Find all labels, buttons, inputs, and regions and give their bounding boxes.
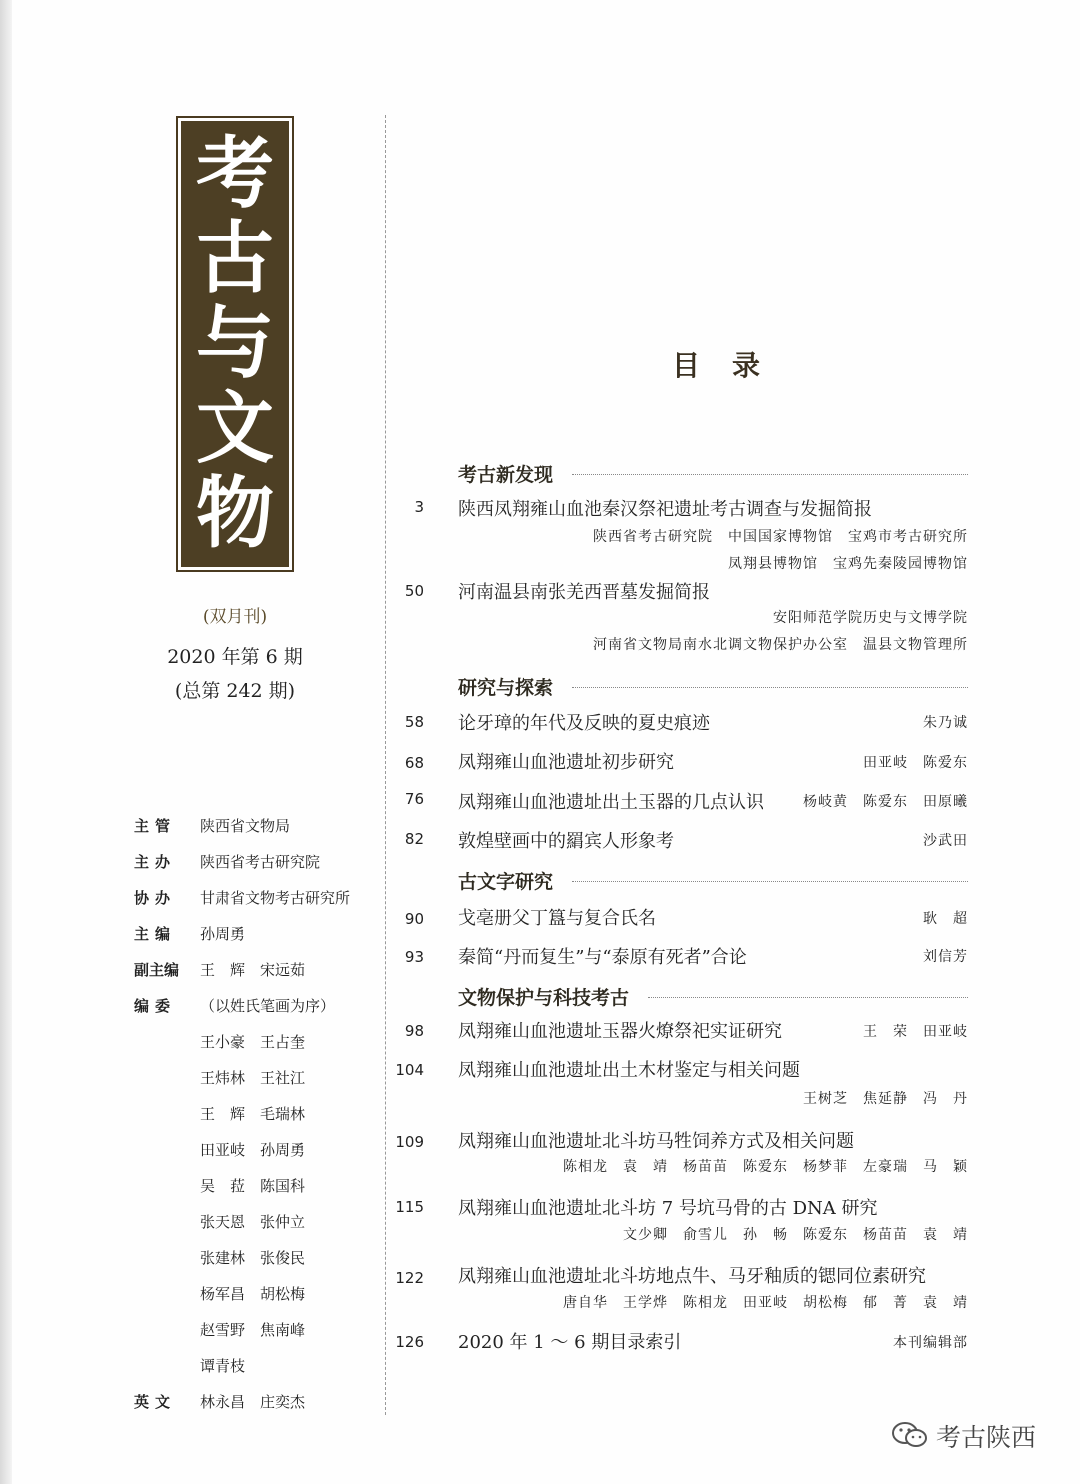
article-authors: 凤翔县博物馆 宝鸡先秦陵园博物馆 xyxy=(728,556,968,572)
article-authors: 王树芝 焦延静 冯 丹 xyxy=(803,1091,968,1107)
article-title[interactable]: 凤翔雍山血池遗址北斗坊马牲饲养方式及相关问题 xyxy=(458,1131,854,1152)
masthead-char: 物 xyxy=(195,469,274,560)
article-title[interactable]: 凤翔雍山血池遗址初步研究 xyxy=(458,752,674,773)
article-title[interactable]: 凤翔雍山血池遗址北斗坊 7 号坑马骨的古 DNA 研究 xyxy=(458,1198,878,1219)
page-number: 82 xyxy=(404,830,424,848)
total-issue-label: (总第 242 期) xyxy=(174,680,296,702)
credit-value: 陕西省考古研究院 xyxy=(200,853,321,871)
article-title[interactable]: 敦煌壁画中的羂宾人形象考 xyxy=(458,831,674,852)
credit-value: 孙周勇 xyxy=(200,925,246,943)
article-authors: 陈相龙 袁 靖 杨苗苗 陈爱东 杨梦菲 左豪瑞 马 颖 xyxy=(563,1159,968,1175)
page-number: 98 xyxy=(404,1022,424,1040)
editor-pair: 赵雪野 焦南峰 xyxy=(200,1321,306,1339)
section-heading: 古文字研究 xyxy=(458,871,554,893)
editor-pair: 杨军昌 胡松梅 xyxy=(200,1285,306,1303)
section-rule xyxy=(572,687,968,688)
credit-value: 陕西省文物局 xyxy=(200,817,291,835)
watermark-text: 考古陕西 xyxy=(936,1423,1037,1452)
article-authors: 唐自华 王学烨 陈相龙 田亚岐 胡松梅 郁 菁 袁 靖 xyxy=(563,1295,968,1311)
credit-value: 甘肃省文物考古研究所 xyxy=(200,889,351,907)
article-authors: 河南省文物局南水北调文物保护办公室 温县文物管理所 xyxy=(593,637,968,653)
article-title[interactable]: 论牙璋的年代及反映的夏史痕迹 xyxy=(458,713,710,734)
credit-label: 英文 xyxy=(134,1393,177,1411)
article-authors: 沙武田 xyxy=(923,833,968,849)
article-title[interactable]: 凤翔雍山血池遗址出土木材鉴定与相关问题 xyxy=(458,1060,800,1081)
wechat-icon xyxy=(890,1420,930,1450)
editor-pair: 王小豪 王占奎 xyxy=(200,1033,306,1051)
page-number: 109 xyxy=(395,1133,424,1151)
page-number: 104 xyxy=(395,1061,424,1079)
editor-pair: 谭青枝 xyxy=(200,1357,246,1375)
masthead-char: 与 xyxy=(195,298,274,389)
page-number: 68 xyxy=(404,754,424,772)
article-title[interactable]: 凤翔雍山血池遗址玉器火燎祭祀实证研究 xyxy=(458,1021,782,1042)
section-rule xyxy=(572,474,968,475)
page-number: 126 xyxy=(395,1333,424,1351)
article-authors: 杨岐黄 陈爱东 田原曦 xyxy=(803,794,968,810)
credit-label: 主办 xyxy=(134,853,177,871)
editor-pair: 张天恩 张仲立 xyxy=(200,1213,306,1231)
article-authors: 文少卿 俞雪儿 孙 畅 陈爱东 杨苗苗 袁 靖 xyxy=(623,1227,968,1243)
credit-value: 林永昌 庄奕杰 xyxy=(200,1393,306,1411)
masthead-char: 考 xyxy=(195,128,274,219)
page-number: 50 xyxy=(404,582,424,600)
article-title[interactable]: 河南温县南张羌西晋墓发掘简报 xyxy=(458,582,710,603)
editor-pair: 吴 菈 陈国科 xyxy=(200,1177,306,1195)
toc-title: 目录 xyxy=(672,349,793,382)
section-heading: 研究与探索 xyxy=(458,677,554,699)
article-authors: 本刊编辑部 xyxy=(893,1335,968,1351)
article-authors: 田亚岐 陈爱东 xyxy=(863,755,968,771)
credit-value: （以姓氏笔画为序） xyxy=(200,997,336,1015)
article-title[interactable]: 2020 年 1 ～ 6 期目录索引 xyxy=(458,1332,682,1353)
masthead-char: 古 xyxy=(195,213,274,304)
article-authors: 刘信芳 xyxy=(923,949,968,965)
credit-value: 王 辉 宋远茹 xyxy=(200,961,306,979)
page-number: 3 xyxy=(414,498,424,516)
article-authors: 陕西省考古研究院 中国国家博物馆 宝鸡市考古研究所 xyxy=(593,529,968,545)
frequency-label: (双月刊) xyxy=(202,607,268,627)
article-authors: 朱乃诚 xyxy=(923,715,968,731)
page-number: 58 xyxy=(404,713,424,731)
editor-pair: 田亚岐 孙周勇 xyxy=(200,1141,306,1159)
article-title[interactable]: 陕西凤翔雍山血池秦汉祭祀遗址考古调查与发掘简报 xyxy=(458,499,872,520)
article-title[interactable]: 凤翔雍山血池遗址出土玉器的几点认识 xyxy=(458,792,764,813)
section-rule xyxy=(572,881,968,882)
section-heading: 文物保护与科技考古 xyxy=(458,987,630,1009)
masthead-logo xyxy=(176,116,294,572)
article-title[interactable]: 戈亳册父丁簋与复合氏名 xyxy=(458,908,656,929)
page-edge xyxy=(0,0,12,1484)
credit-label: 编委 xyxy=(134,997,177,1015)
masthead-char: 文 xyxy=(195,384,274,475)
editor-pair: 王炜林 王社江 xyxy=(200,1069,306,1087)
section-heading: 考古新发现 xyxy=(458,464,554,486)
page-number: 76 xyxy=(404,790,424,808)
credit-label: 主编 xyxy=(134,925,177,943)
page-number: 93 xyxy=(404,948,424,966)
article-authors: 安阳师范学院历史与文博学院 xyxy=(773,610,968,626)
credit-label: 副主编 xyxy=(134,961,180,979)
credit-label: 主管 xyxy=(134,817,177,835)
editor-pair: 王 辉 毛瑞林 xyxy=(200,1105,306,1123)
article-authors: 王 荣 田亚岐 xyxy=(863,1024,968,1040)
credit-label: 协办 xyxy=(134,889,177,907)
page-number: 90 xyxy=(404,910,424,928)
article-authors: 耿 超 xyxy=(923,911,968,927)
issue-label: 2020 年第 6 期 xyxy=(167,646,303,668)
section-rule xyxy=(648,997,968,998)
page-number: 122 xyxy=(395,1269,424,1287)
page-number: 115 xyxy=(395,1198,424,1216)
article-title[interactable]: 凤翔雍山血池遗址北斗坊地点牛、马牙釉质的锶同位素研究 xyxy=(458,1266,926,1287)
article-title[interactable]: 秦简“丹而复生”与“泰原有死者”合论 xyxy=(458,947,747,968)
editor-pair: 张建林 张俊民 xyxy=(200,1249,306,1267)
